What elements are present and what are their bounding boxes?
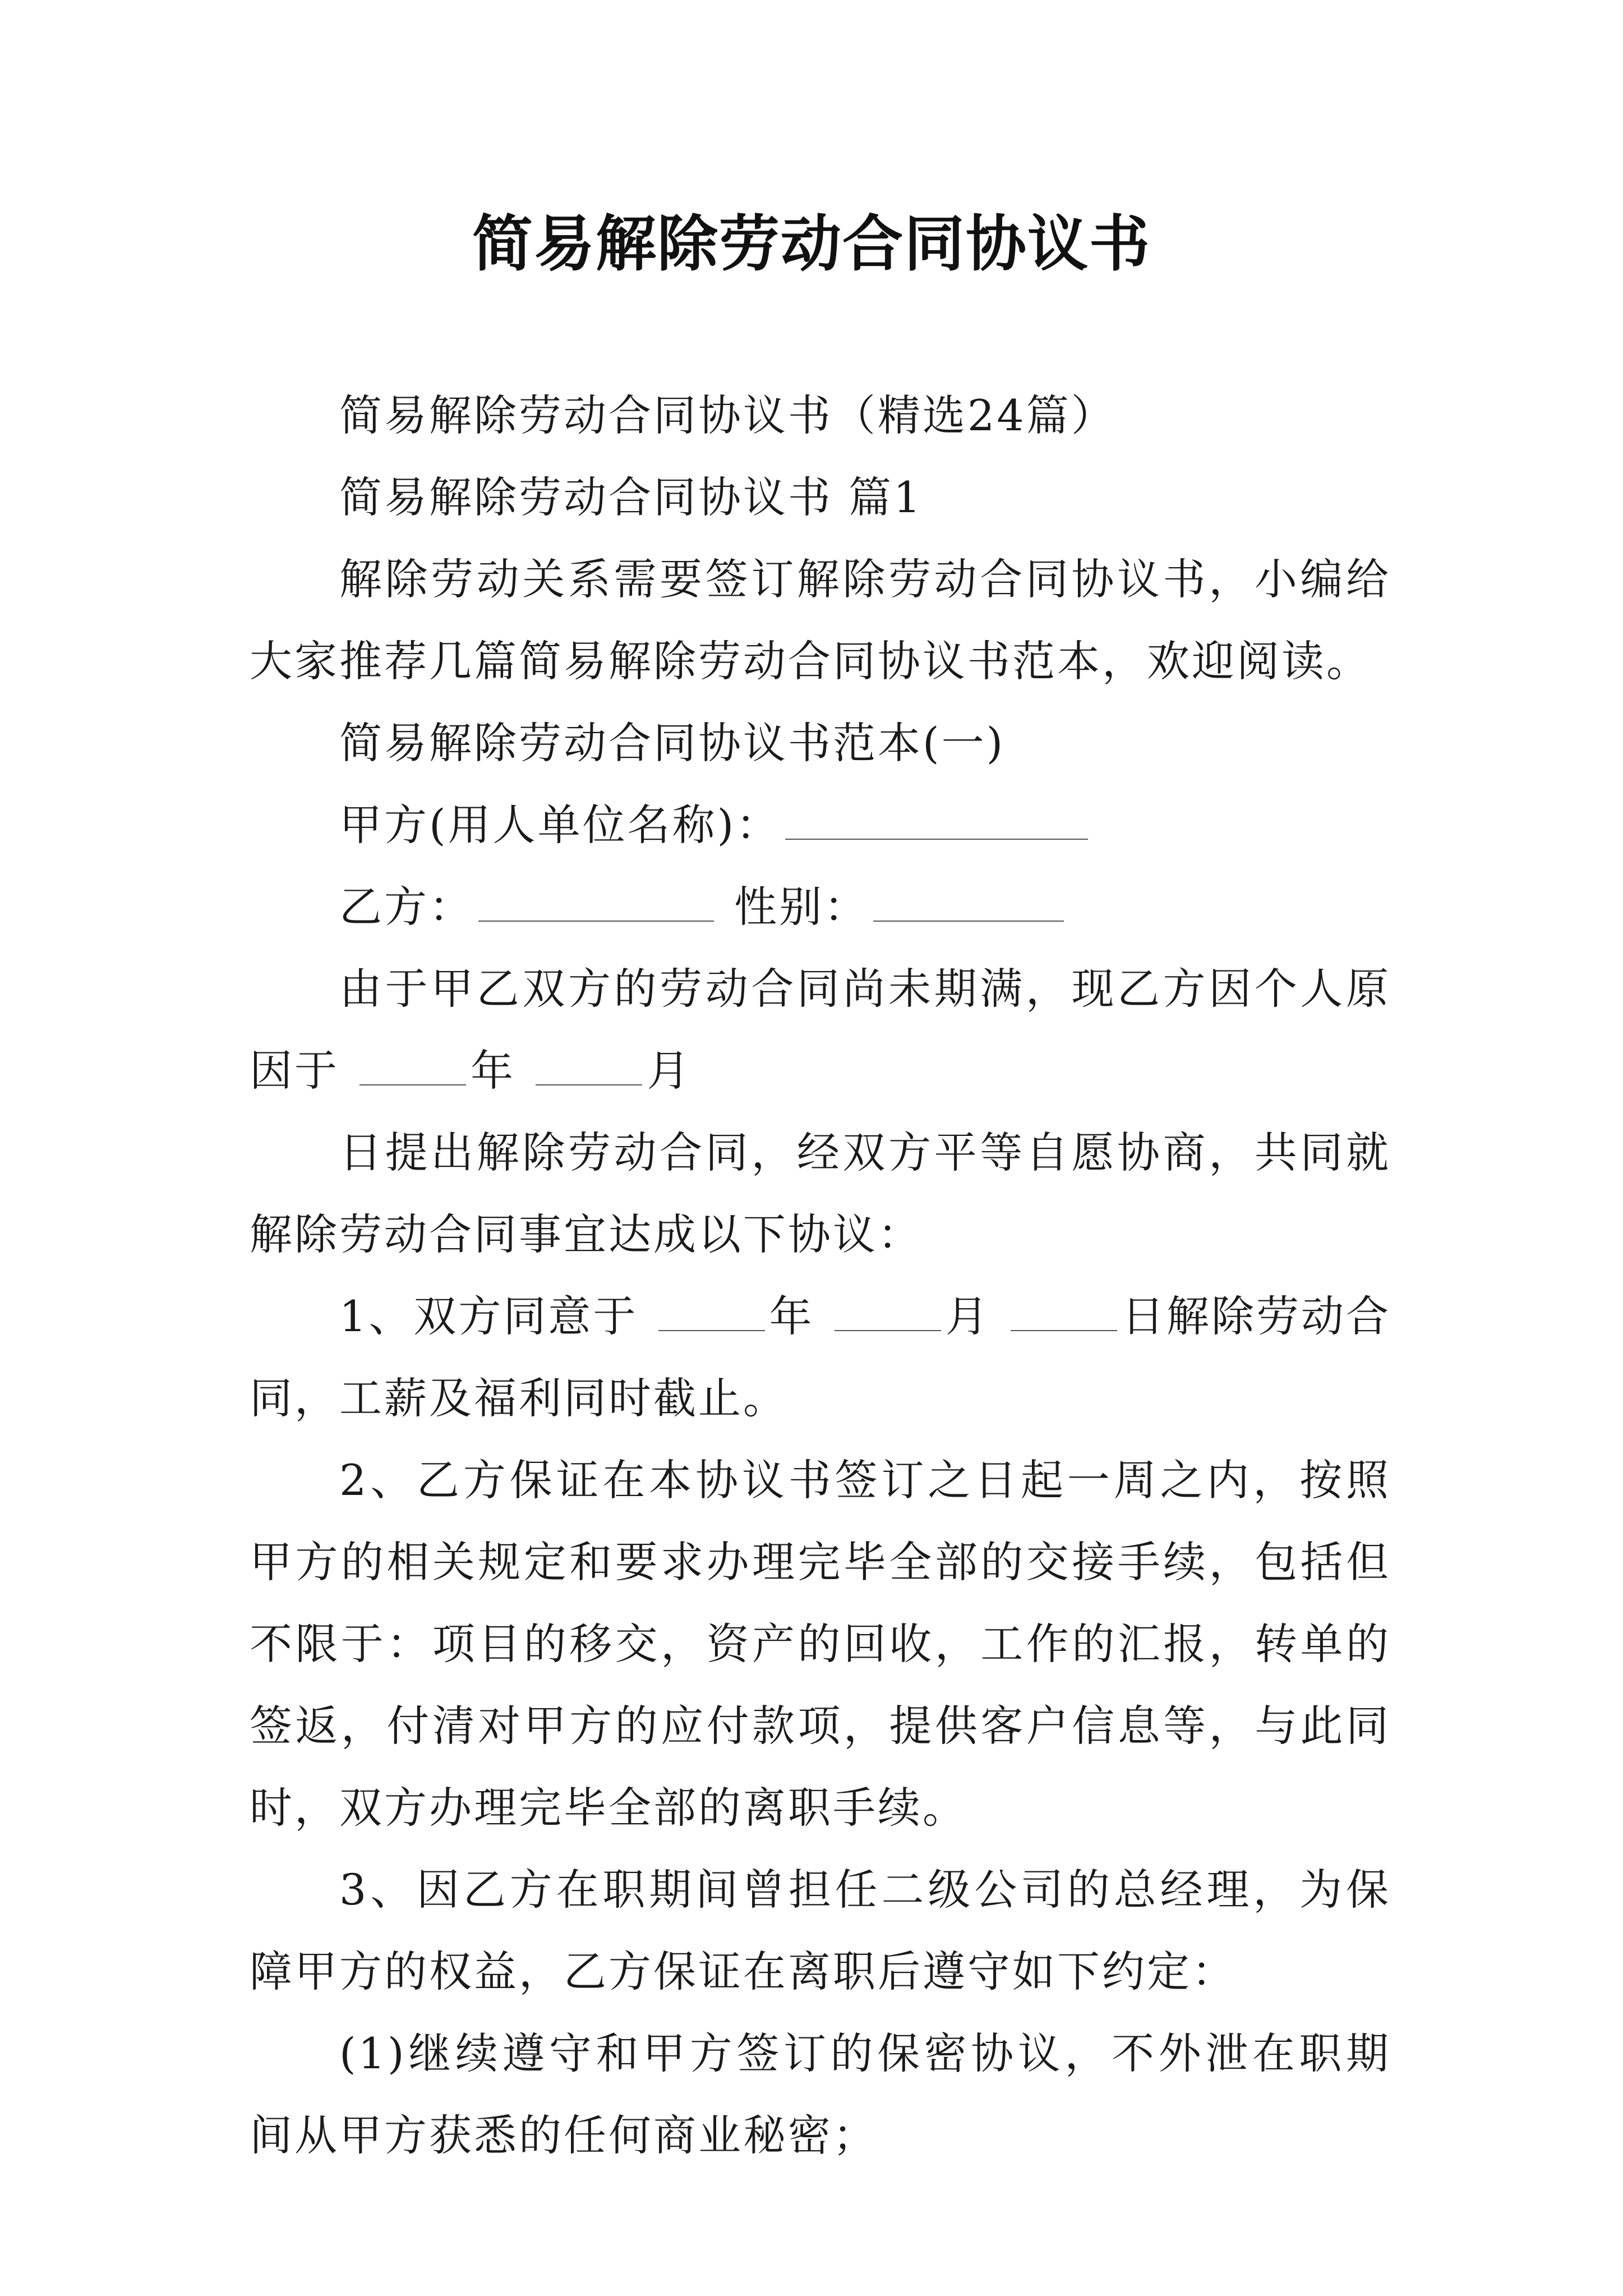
clause-1-text: 1、双方同意于: [339, 1291, 638, 1341]
reason-month-blank: [536, 1045, 642, 1085]
party-b-label: 乙方：: [339, 882, 474, 932]
party-a-label: 甲方(用人单位名称)：: [339, 800, 781, 850]
clause-1-tail: 日解除劳动合同，工薪及福利同时截止。: [250, 1291, 1391, 1423]
paragraph-clause-1: [250, 1276, 1391, 1439]
party-a-blank: [785, 799, 1088, 840]
paragraph-clause-3: 3、因乙方在职期间曾担任二级公司的总经理，为保障甲方的权益，乙方保证在离职后遵守如下约定：: [250, 1865, 1391, 1996]
paragraph-reason: [250, 948, 1391, 1112]
paragraph-template-heading: 简易解除劳动合同协议书范本(一): [339, 718, 1006, 768]
reason-month-label: 月: [647, 1046, 692, 1096]
document-title: 简易解除劳动合同协议书: [472, 209, 1151, 279]
paragraph-intro: 解除劳动关系需要签订解除劳动合同协议书，小编给大家推荐几篇简易解除劳动合同协议书范本，欢迎阅读。: [250, 554, 1391, 686]
paragraph-negotiation: 日提出解除劳动合同，经双方平等自愿协商，共同就解除劳动合同事宜达成以下协议：: [250, 1128, 1391, 1259]
paragraph-party-a: [250, 784, 1391, 866]
reason-year-label: 年: [471, 1046, 516, 1096]
paragraph-section-heading: 简易解除劳动合同协议书 篇1: [339, 472, 923, 522]
gender-label: 性别：: [734, 882, 869, 932]
clause-1-year-blank: [658, 1291, 765, 1331]
gender-blank: [873, 881, 1064, 922]
clause-1-year-label: 年: [769, 1291, 814, 1341]
reason-text: 由于甲乙双方的劳动合同尚未期满，现乙方因个人原因于: [250, 964, 1391, 1096]
document-body: [250, 375, 1391, 2177]
paragraph-collection-heading: 简易解除劳动合同协议书（精选24篇）: [339, 390, 1116, 440]
paragraph-party-b: [250, 866, 1391, 948]
clause-1-month-label: 月: [945, 1291, 990, 1341]
paragraph-clause-3-1: (1)继续遵守和甲方签订的保密协议，不外泄在职期间从甲方获悉的任何商业秘密；: [250, 2028, 1391, 2160]
paragraph-clause-2: 2、乙方保证在本协议书签订之日起一周之内，按照甲方的相关规定和要求办理完毕全部的交接手续，包括但不限于：项目的移交，资产的回收，工作的汇报，转单的签返，付清对甲方的应付款项，提供客户信息等，与此同时，双方办理完毕全部的离职手续。: [250, 1455, 1391, 1833]
clause-1-day-blank: [1011, 1291, 1117, 1331]
reason-year-blank: [359, 1045, 466, 1085]
party-b-name-blank: [478, 881, 714, 922]
clause-1-month-blank: [834, 1291, 941, 1331]
